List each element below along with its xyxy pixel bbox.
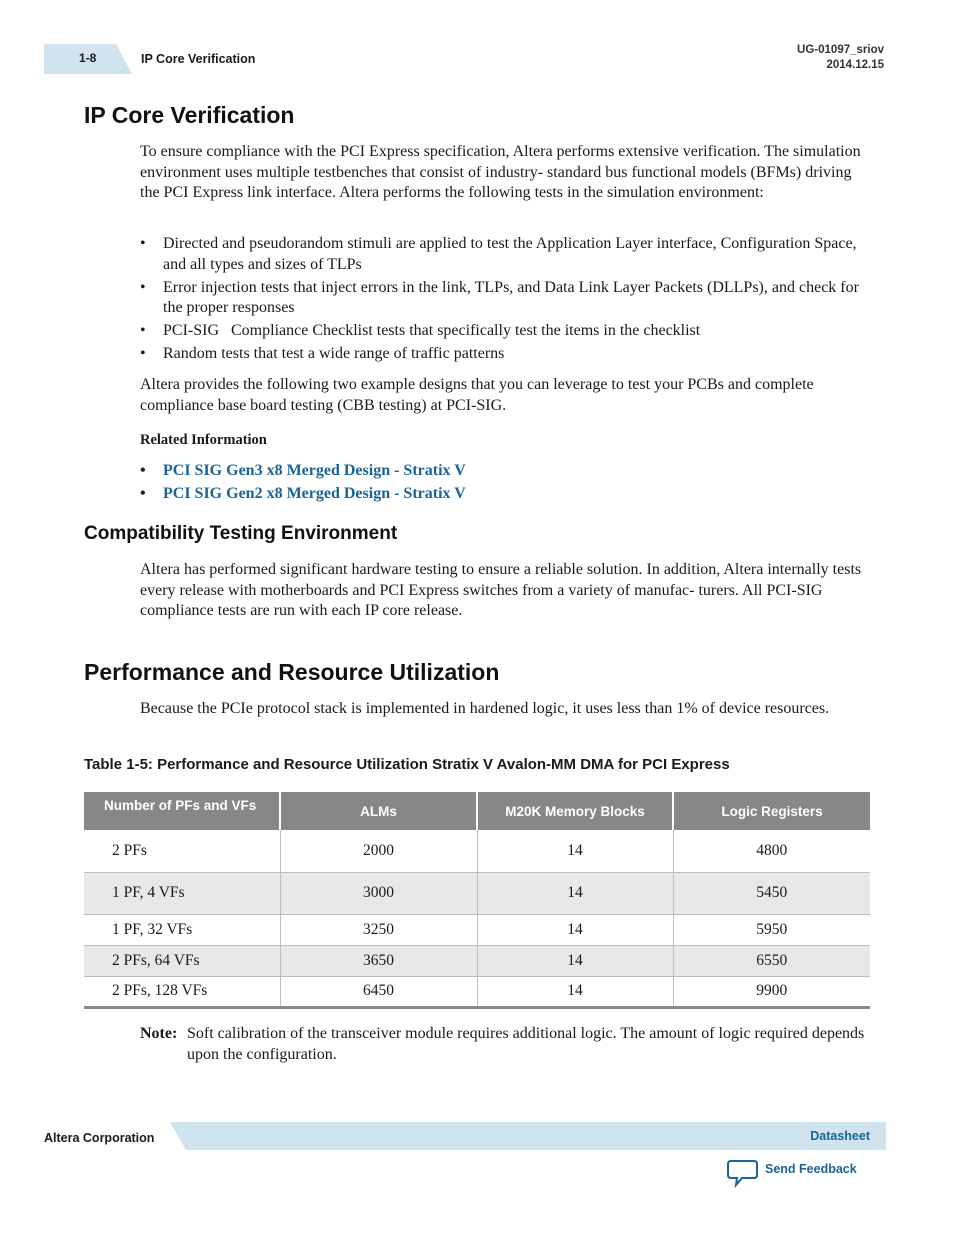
doc-date: 2014.12.15 bbox=[826, 59, 884, 71]
table-row bbox=[84, 914, 870, 945]
table-cell: 14 bbox=[477, 914, 673, 945]
table-cell: 2 PFs, 64 VFs bbox=[84, 945, 280, 976]
performance-paragraph: Because the PCIe protocol stack is implemented in hardened logic, it uses less than 1% of device resources. bbox=[140, 700, 830, 717]
list-item: • Error injection tests that inject errors in the link, TLPs, and Data Link Layer Packets (DLLPs), and check for the proper responses bbox=[140, 278, 870, 319]
table-cell: 14 bbox=[477, 872, 673, 914]
note-text: Soft calibration of the transceiver module requires additional logic. The amount of logic required depends upon the configuration. bbox=[187, 1025, 865, 1063]
header-section-title: IP Core Verification bbox=[141, 52, 256, 66]
section-title-ip-core-verification: IP Core Verification bbox=[84, 102, 295, 128]
table-header-row bbox=[84, 792, 870, 830]
table-cell: 9900 bbox=[673, 976, 870, 1007]
table-cell: 6450 bbox=[280, 976, 477, 1007]
intro-paragraph: To ensure compliance with the PCI Express specification, Altera performs extensive verification. The simulation environment uses multiple testbenches that consist of industry‑ standard bus functional models (BFMs) driving the PCI Express link interface. Altera performs the following tests in the simulation environment: bbox=[140, 143, 861, 202]
table-cell: 6550 bbox=[673, 945, 870, 976]
column-header-alms: ALMs bbox=[280, 792, 477, 830]
list-item: • Directed and pseudorandom stimuli are applied to test the Application Layer interface, Configuration Space, and all types and sizes of TLPs bbox=[140, 234, 870, 275]
list-item: • PCI-SIG Compliance Checklist tests that specifically test the items in the checklist bbox=[140, 321, 870, 342]
table-cell: 2 PFs, 128 VFs bbox=[84, 976, 280, 1007]
table-cell: 5450 bbox=[673, 872, 870, 914]
link-gen3-merged-design[interactable]: • PCI SIG Gen3 x8 Merged Design - Stratix V bbox=[140, 461, 870, 482]
column-header-pfs-vfs: Number of PFs and VFs bbox=[84, 792, 280, 830]
table-cell: 4800 bbox=[673, 830, 870, 872]
table-row bbox=[84, 976, 870, 1007]
note-label: Note: bbox=[140, 1025, 178, 1042]
table-cell: 14 bbox=[477, 945, 673, 976]
send-feedback-label[interactable]: Send Feedback bbox=[765, 1162, 857, 1176]
column-header-m20k: M20K Memory Blocks bbox=[477, 792, 673, 830]
section-title-performance: Performance and Resource Utilization bbox=[84, 659, 500, 685]
table-cell: 5950 bbox=[673, 914, 870, 945]
table-cell: 14 bbox=[477, 976, 673, 1007]
table-cell: 3000 bbox=[280, 872, 477, 914]
footer-company: Altera Corporation bbox=[44, 1131, 155, 1145]
table-note bbox=[140, 1024, 870, 1065]
feedback-bubble-icon bbox=[727, 1158, 759, 1188]
section-title-compatibility-testing: Compatibility Testing Environment bbox=[84, 523, 398, 544]
table-row bbox=[84, 945, 870, 976]
page-number: 1-8 bbox=[79, 51, 97, 65]
header-doc-info bbox=[797, 43, 884, 73]
table-caption: Table 1-5: Performance and Resource Utilization Stratix V Avalon-MM DMA for PCI Express bbox=[84, 756, 730, 773]
footer-doc-type: Datasheet bbox=[810, 1129, 870, 1143]
related-links-list bbox=[140, 461, 870, 507]
example-designs-paragraph: Altera provides the following two example designs that you can leverage to test your PCBs and complete compliance base board testing (CBB testing) at PCI-SIG. bbox=[140, 376, 814, 414]
table-cell: 14 bbox=[477, 830, 673, 872]
table-cell: 2000 bbox=[280, 830, 477, 872]
related-information-heading: Related Information bbox=[140, 432, 267, 448]
table-cell: 1 PF, 4 VFs bbox=[84, 872, 280, 914]
footer-band bbox=[170, 1122, 886, 1150]
verification-test-list bbox=[140, 234, 870, 367]
list-item: • Random tests that test a wide range of traffic patterns bbox=[140, 344, 870, 365]
column-header-logic-registers: Logic Registers bbox=[673, 792, 870, 830]
table-row bbox=[84, 830, 870, 872]
resource-utilization-table bbox=[84, 792, 870, 1009]
compatibility-paragraph: Altera has performed significant hardware testing to ensure a reliable solution. In addition, Altera internally tests every release with motherboards and PCI Express switches from a variety of manufac- turers. All PCI-SIG compliance tests are run with each IP core release. bbox=[140, 561, 862, 620]
send-feedback-button[interactable] bbox=[727, 1158, 867, 1188]
doc-id: UG-01097_sriov bbox=[797, 44, 884, 56]
table-row bbox=[84, 872, 870, 914]
table-cell: 1 PF, 32 VFs bbox=[84, 914, 280, 945]
table-cell: 2 PFs bbox=[84, 830, 280, 872]
table-cell: 3250 bbox=[280, 914, 477, 945]
table-cell: 3650 bbox=[280, 945, 477, 976]
link-gen2-merged-design[interactable]: • PCI SIG Gen2 x8 Merged Design - Stratix V bbox=[140, 484, 870, 505]
